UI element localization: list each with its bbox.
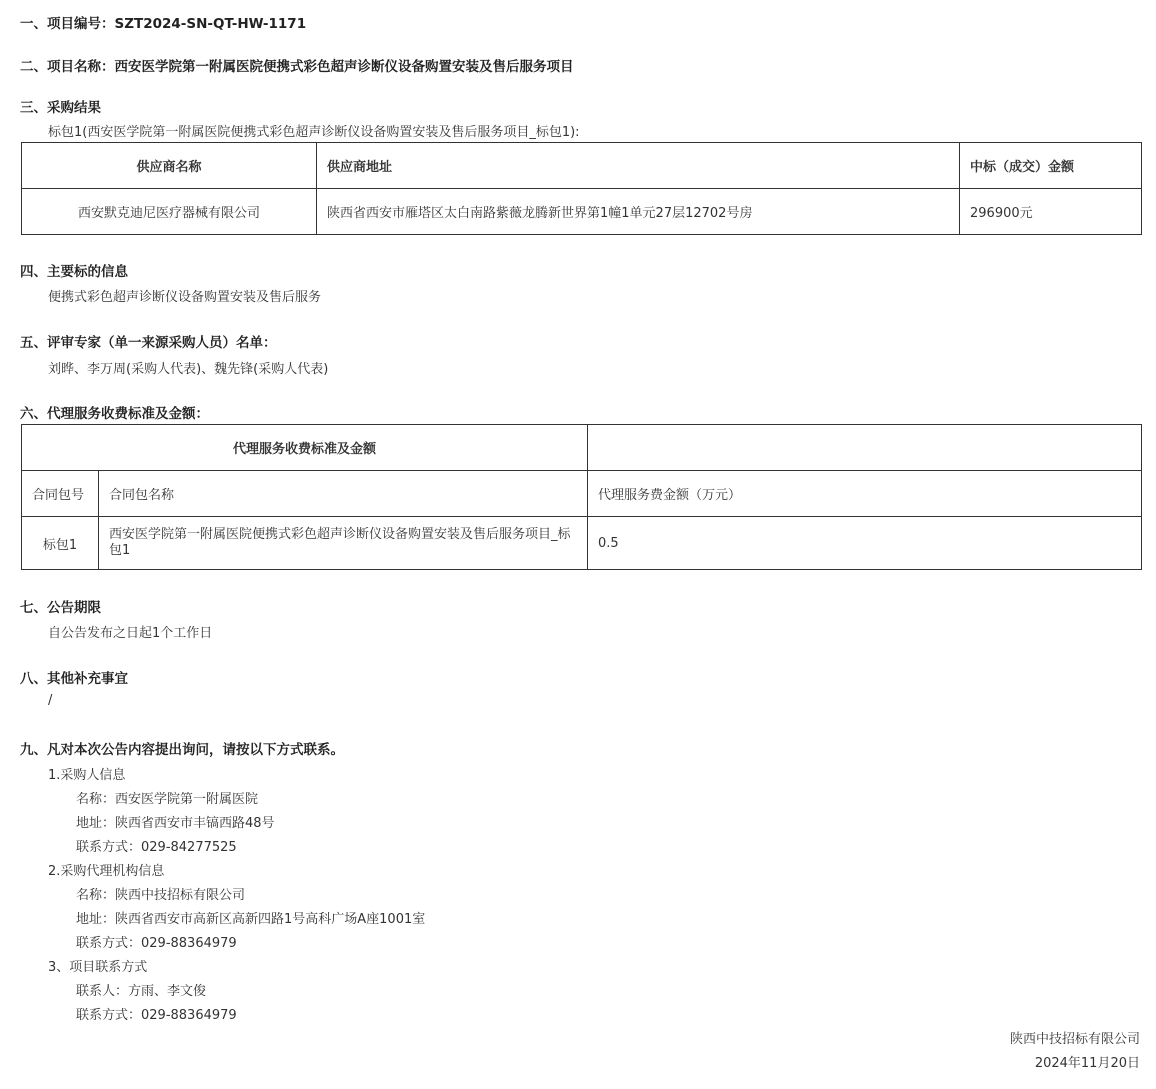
header-supplier-address: 供应商地址 (317, 143, 960, 189)
agency-name: 名称：陕西中技招标有限公司 (76, 888, 246, 903)
agency-fee-title-row (22, 425, 1142, 471)
empty-cell (588, 425, 1142, 471)
header-fee-amount: 代理服务费金额（万元） (588, 471, 1142, 517)
agency-info-title: 2.采购代理机构信息 (48, 864, 165, 879)
project-number-heading: 一、项目编号：SZT2024-SN-QT-HW-1171 (20, 16, 307, 32)
header-bid-amount: 中标（成交）金额 (960, 143, 1142, 189)
project-contact-title: 3、项目联系方式 (48, 960, 148, 975)
project-contact-phone: 联系方式：029-88364979 (76, 1008, 237, 1023)
header-package-no: 合同包号 (22, 471, 99, 517)
other-matters-heading: 八、其他补充事宜 (20, 671, 128, 687)
other-matters-text: / (48, 693, 53, 708)
table-row (22, 517, 1142, 570)
purchaser-contact: 联系方式：029-84277525 (76, 840, 237, 855)
project-name-heading: 二、项目名称：西安医学院第一附属医院便携式彩色超声诊断仪设备购置安装及售后服务项目 (20, 59, 574, 75)
experts-text: 刘晔、李万周(采购人代表)、魏先锋(采购人代表) (48, 362, 329, 377)
agency-fee-table (21, 424, 1142, 570)
purchaser-info-title: 1.采购人信息 (48, 768, 126, 783)
supplier-address-cell: 陕西省西安市雁塔区太白南路紫薇龙腾新世界第1幢1单元27层12702号房 (317, 189, 960, 235)
header-package-name: 合同包名称 (99, 471, 588, 517)
purchaser-name: 名称：西安医学院第一附属医院 (76, 792, 259, 807)
package-no-cell: 标包1 (22, 517, 99, 570)
agency-fee-table-title: 代理服务收费标准及金额 (22, 425, 588, 471)
bid-amount-cell: 296900元 (960, 189, 1142, 235)
project-contact-person: 联系人：方雨、李文俊 (76, 984, 207, 999)
notice-period-heading: 七、公告期限 (20, 600, 101, 616)
procurement-result-heading: 三、采购结果 (20, 100, 101, 116)
purchaser-address: 地址：陕西省西安市丰镐西路48号 (76, 816, 275, 831)
supplier-name-cell: 西安默克迪尼医疗器械有限公司 (22, 189, 317, 235)
footer-date: 2024年11月20日 (1034, 1056, 1140, 1071)
result-table (21, 142, 1142, 235)
fee-amount-cell: 0.5 (588, 517, 1142, 570)
footer-company: 陕西中技招标有限公司 (1009, 1032, 1140, 1047)
agency-fee-heading: 六、代理服务收费标准及金额： (20, 406, 209, 422)
agency-fee-header-row (22, 471, 1142, 517)
table-row (22, 189, 1142, 235)
result-table-header-row (22, 143, 1142, 189)
notice-period-text: 自公告发布之日起1个工作日 (48, 626, 213, 641)
header-supplier-name: 供应商名称 (22, 143, 317, 189)
main-item-text: 便携式彩色超声诊断仪设备购置安装及售后服务 (48, 290, 322, 305)
experts-heading: 五、评审专家（单一来源采购人员）名单： (20, 335, 277, 351)
package-name-cell: 西安医学院第一附属医院便携式彩色超声诊断仪设备购置安装及售后服务项目_标包1 (99, 517, 588, 570)
agency-address: 地址：陕西省西安市高新区高新四路1号高科广场A座1001室 (76, 912, 426, 927)
agency-contact: 联系方式：029-88364979 (76, 936, 237, 951)
main-item-heading: 四、主要标的信息 (20, 264, 128, 280)
package-line: 标包1(西安医学院第一附属医院便携式彩色超声诊断仪设备购置安装及售后服务项目_标包1): (48, 125, 580, 140)
contact-heading: 九、凡对本次公告内容提出询问，请按以下方式联系。 (20, 742, 344, 758)
